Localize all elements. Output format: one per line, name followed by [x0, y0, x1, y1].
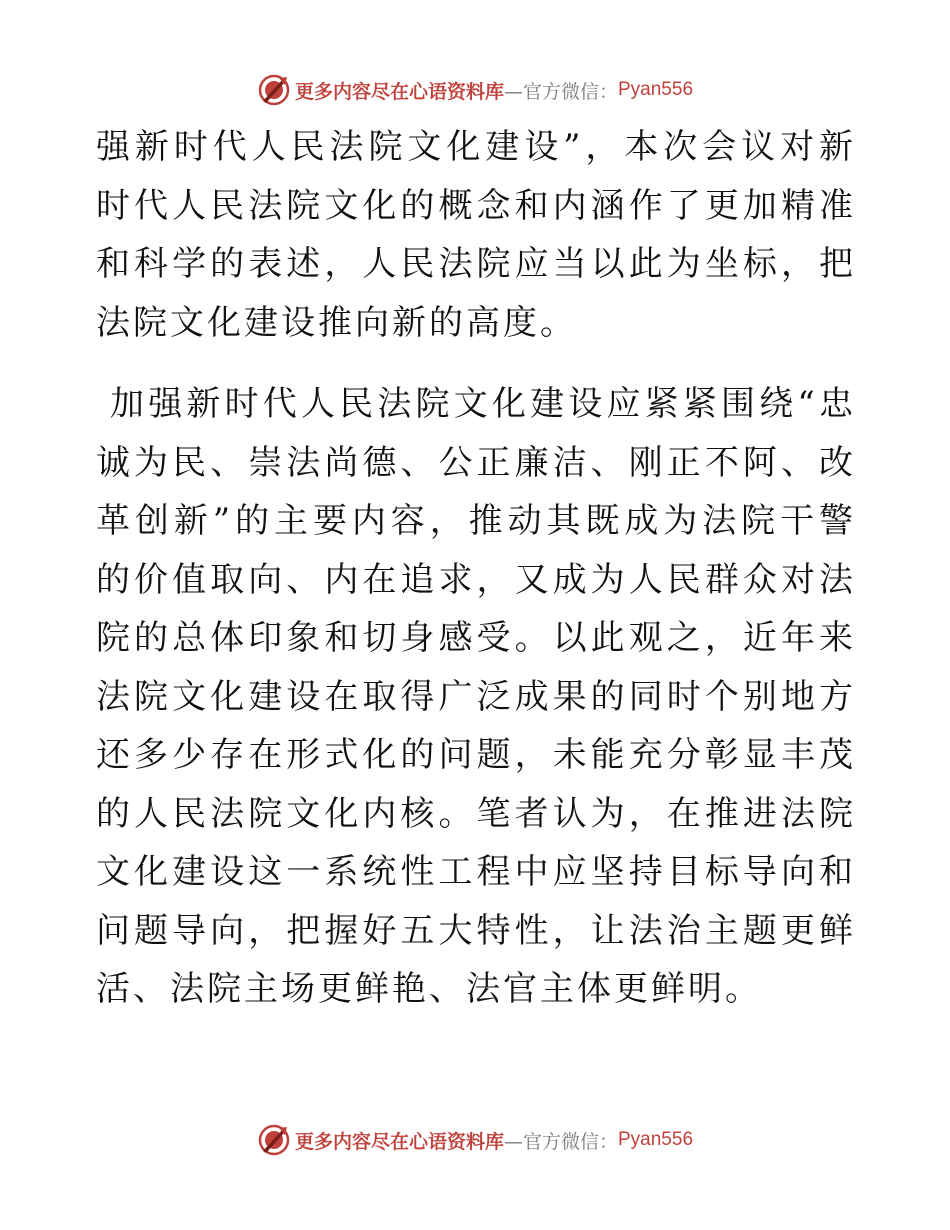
banner-separator-text: —官方微信： — [503, 80, 618, 103]
banner-separator-text: —官方微信： — [503, 1130, 618, 1153]
header-banner — [0, 70, 950, 110]
banner-account: Pyan556 — [618, 79, 694, 100]
body-paragraph-2: 加强新时代人民法院文化建设应紧紧围绕“忠诚为民、崇法尚德、公正廉洁、刚正不阿、改革创新”的主要内容，推动其既成为法院干警的价值取向、内在追求，又成为人民群众对法院的总体印象和切身感受。以此观之，近年来法院文化建设在取得广泛成果的同时个别地方还多少存在形式化的问题，未能充分彰显丰茂的人民法院文化内核。笔者认为，在推进法院文化建设这一系统性工程中应坚持目标导向和问题导向，把握好五大特性，让法治主题更鲜活、法院主场更鲜艳、法官主体更鲜明。 — [96, 384, 856, 1009]
body-paragraph-1: 强新时代人民法院文化建设”，本次会议对新时代人民法院文化的概念和内涵作了更加精准和科学的表述，人民法院应当以此为坐标，把法院文化建设推向新的高度。 — [96, 127, 856, 343]
banner-site-text: 更多内容尽在心语资料库 — [294, 1130, 504, 1153]
quill-logo-icon — [257, 1123, 291, 1157]
banner-site-text: 更多内容尽在心语资料库 — [294, 80, 504, 103]
footer-banner — [0, 1120, 950, 1160]
banner-account: Pyan556 — [618, 1129, 694, 1150]
quill-logo-icon — [257, 73, 291, 107]
document-body — [96, 118, 856, 1019]
